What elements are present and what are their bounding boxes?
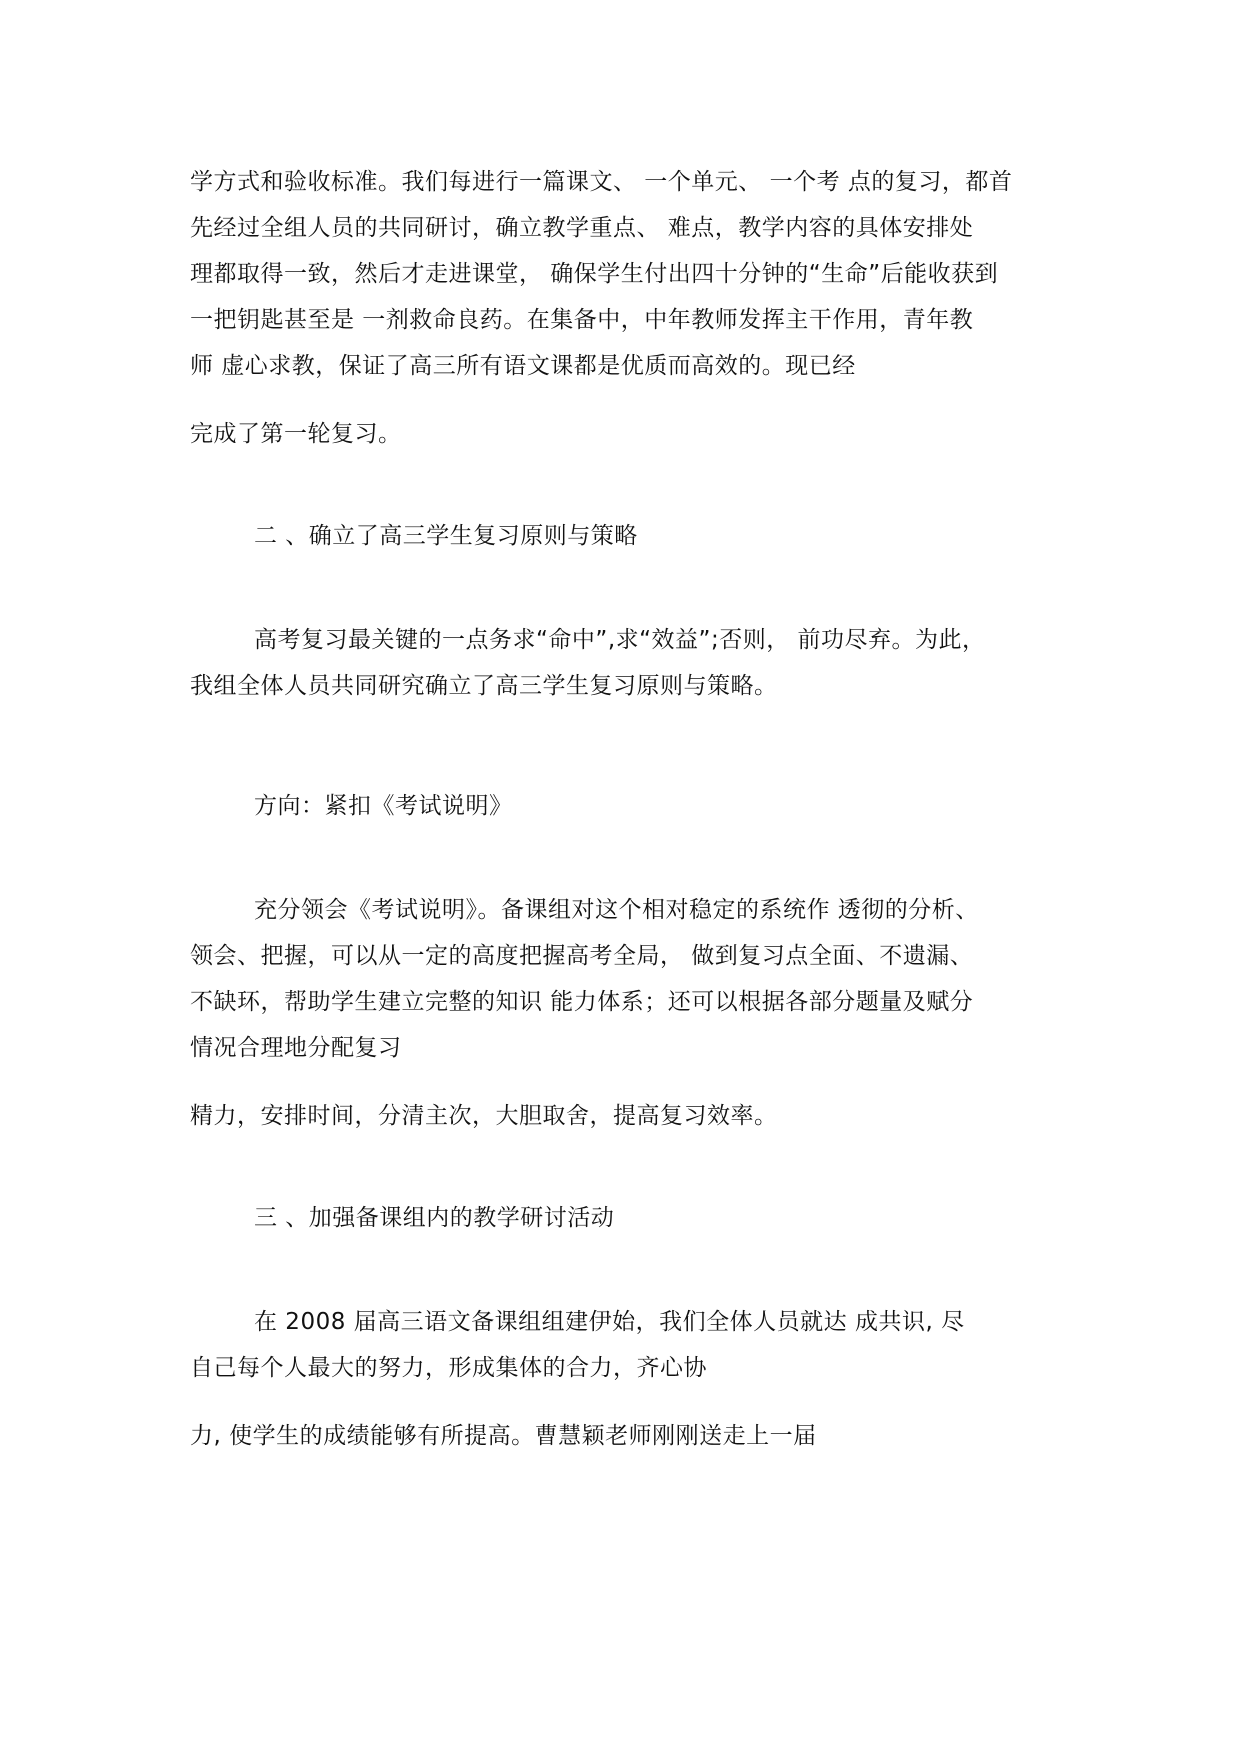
paragraph-line: 先经过全组人员的共同研讨，确立教学重点、 难点，教学内容的具体安排处 bbox=[190, 215, 974, 241]
paragraph-line: 理都取得一致，然后才走进课堂， 确保学生付出四十分钟的“生命”后能收获到 bbox=[190, 261, 999, 287]
paragraph-line: 师 虚心求教，保证了高三所有语文课都是优质而高效的。现已经 bbox=[190, 353, 856, 379]
paragraph-line: 一把钥匙甚至是 一剂救命良药。在集备中，中年教师发挥主干作用，青年教 bbox=[190, 307, 974, 333]
paragraph-line: 精力，安排时间，分清主次，大胆取舍，提高复习效率。 bbox=[190, 1103, 778, 1129]
section-heading: 二 、确立了高三学生复习原则与策略 bbox=[254, 523, 638, 549]
paragraph-line: 高考复习最关键的一点务求“命中”,求“效益”;否则， 前功尽弃。为此， bbox=[254, 627, 986, 653]
paragraph-line: 完成了第一轮复习。 bbox=[190, 421, 402, 447]
paragraph-line: 不缺环，帮助学生建立完整的知识 能力体系；还可以根据各部分题量及赋分 bbox=[190, 989, 974, 1015]
paragraph-line: 情况合理地分配复习 bbox=[190, 1035, 402, 1061]
paragraph-line: 我组全体人员共同研究确立了高三学生复习原则与策略。 bbox=[190, 673, 778, 699]
paragraph-line: 领会、把握，可以从一定的高度把握高考全局， 做到复习点全面、不遗漏、 bbox=[190, 943, 974, 969]
paragraph-line: 学方式和验收标准。我们每进行一篇课文、 一个单元、 一个考 点的复习，都首 bbox=[190, 169, 1013, 195]
paragraph-line: 自己每个人最大的努力，形成集体的合力，齐心协 bbox=[190, 1355, 707, 1381]
section-heading: 三 、加强备课组内的教学研讨活动 bbox=[254, 1205, 615, 1231]
paragraph-line: 充分领会《考试说明》。备课组对这个相对稳定的系统作 透彻的分析、 bbox=[254, 897, 979, 923]
subheading: 方向：紧扣《考试说明》 bbox=[254, 793, 513, 819]
paragraph-line: 力, 使学生的成绩能够有所提高。曹慧颖老师刚刚送走上一届 bbox=[190, 1423, 817, 1449]
paragraph-line: 在 2008 届高三语文备课组组建伊始，我们全体人员就达 成共识, 尽 bbox=[254, 1309, 965, 1335]
